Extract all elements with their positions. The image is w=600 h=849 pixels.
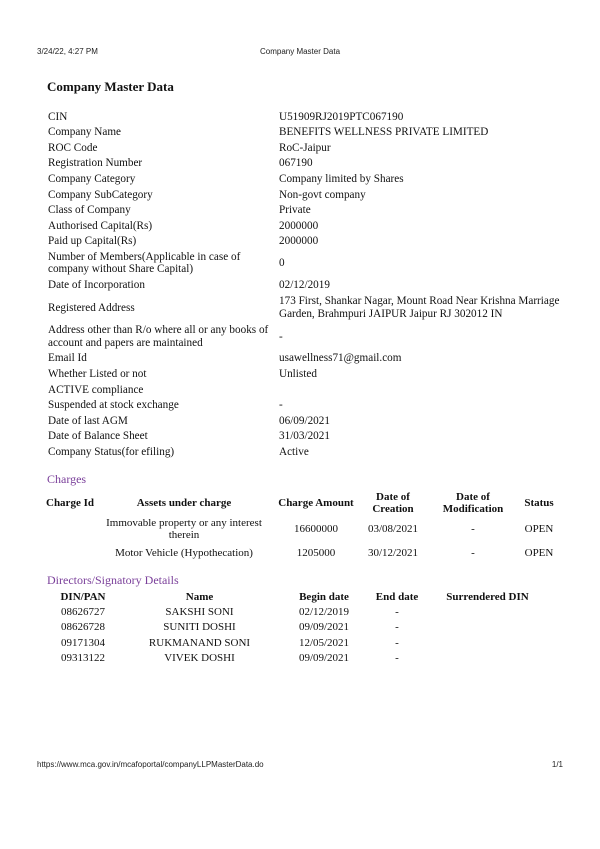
charge-amount-cell: 1205000 <box>296 547 336 559</box>
master-value: - <box>279 399 283 412</box>
master-label: ROC Code <box>48 141 98 154</box>
master-value: BENEFITS WELLNESS PRIVATE LIMITED <box>279 126 489 139</box>
directors-header-name: Name <box>185 590 214 603</box>
director-begin-date-cell: 09/09/2021 <box>298 621 350 634</box>
master-row-company-status <box>48 445 568 461</box>
master-label: Email Id <box>48 352 87 365</box>
charges-header-amount: Charge Amount <box>278 497 354 509</box>
master-label: Whether Listed or not <box>48 368 147 381</box>
master-label: Number of Members(Applicable in case of company without Share Capital) <box>48 250 241 276</box>
master-label: Address other than R/o where all or any books of account and papers are maintained <box>48 324 269 349</box>
master-label: ACTIVE compliance <box>48 383 144 396</box>
charges-header-charge-id: Charge Id <box>46 497 94 509</box>
print-url: https://www.mca.gov.in/mcafoportal/companyLLPMasterData.do <box>37 760 264 769</box>
master-label: Registration Number <box>48 157 143 170</box>
master-row-registered-address <box>48 293 568 323</box>
master-row-authorised-capital <box>48 218 568 234</box>
director-surrendered-din-cell <box>427 651 548 667</box>
master-row-company-subcategory <box>48 187 568 203</box>
master-row-whether-listed <box>48 367 568 383</box>
charges-header-assets: Assets under charge <box>136 497 232 509</box>
master-row-paid-up-capital <box>48 234 568 250</box>
master-row-company-category <box>48 171 568 187</box>
director-din-cell: 09171304 <box>61 636 105 649</box>
print-datetime: 3/24/22, 4:27 PM <box>37 47 98 56</box>
director-name-cell: RUKMANAND SONI <box>148 636 251 649</box>
charges-table <box>46 489 560 565</box>
charge-date-modification-cell: - <box>471 547 475 559</box>
master-row-last-agm <box>48 413 568 429</box>
master-value: Company limited by Shares <box>279 172 404 185</box>
print-page-number: 1/1 <box>551 760 563 769</box>
charge-id-cell <box>46 541 94 565</box>
directors-header-end-date: End date <box>375 590 419 603</box>
master-data-list <box>48 109 568 460</box>
master-label: Company Name <box>48 126 122 139</box>
director-name-cell: VIVEK DOSHI <box>164 652 235 665</box>
director-name-cell: SUNITI DOSHI <box>163 621 236 634</box>
master-value: 06/09/2021 <box>279 414 330 427</box>
master-row-other-address <box>48 323 568 351</box>
master-value: RoC-Jaipur <box>279 141 331 154</box>
director-din-cell: 09313122 <box>61 652 105 665</box>
master-row-registration-number <box>48 156 568 172</box>
master-value: 02/12/2019 <box>279 278 330 291</box>
charge-date-creation-cell: 30/12/2021 <box>367 547 419 559</box>
charge-date-creation-cell: 03/08/2021 <box>367 523 419 535</box>
master-row-suspended <box>48 398 568 414</box>
master-value: 2000000 <box>279 219 319 232</box>
master-label: Company Category <box>48 172 136 185</box>
directors-header-surrendered-din: Surrendered DIN <box>446 590 529 603</box>
master-label: Date of Incorporation <box>48 278 145 291</box>
master-label: CIN <box>48 110 68 123</box>
master-label: Registered Address <box>48 301 135 314</box>
charge-id-cell <box>46 517 94 541</box>
charges-header-status: Status <box>524 497 554 509</box>
master-value: - <box>279 330 283 343</box>
directors-header-row <box>48 589 548 604</box>
print-title: Company Master Data <box>259 47 341 56</box>
charge-status-cell: OPEN <box>524 523 554 535</box>
master-label: Paid up Capital(Rs) <box>48 235 137 248</box>
director-end-date-cell: - <box>395 621 399 634</box>
charge-assets-cell: Immovable property or any interest therein <box>106 517 262 541</box>
master-value: 31/03/2021 <box>279 430 330 443</box>
director-end-date-cell: - <box>395 652 399 665</box>
master-value: 2000000 <box>279 235 319 248</box>
table-row <box>48 620 548 636</box>
master-row-email-id <box>48 351 568 367</box>
director-end-date-cell: - <box>395 605 399 618</box>
directors-section-title: Directors/Signatory Details <box>47 573 179 587</box>
director-name-cell: SAKSHI SONI <box>165 605 234 618</box>
master-row-class-of-company <box>48 203 568 219</box>
master-row-number-of-members <box>48 249 568 277</box>
master-value: Private <box>279 204 311 217</box>
master-value: U51909RJ2019PTC067190 <box>279 110 404 123</box>
charges-header-date-creation: Date of Creation <box>372 491 414 515</box>
director-din-cell: 08626728 <box>61 621 105 634</box>
director-surrendered-din-cell <box>427 635 548 651</box>
master-row-balance-sheet <box>48 429 568 445</box>
master-value: 0 <box>279 257 285 270</box>
table-row <box>46 517 560 541</box>
master-label: Date of Balance Sheet <box>48 430 148 443</box>
master-label: Date of last AGM <box>48 414 128 427</box>
director-begin-date-cell: 12/05/2021 <box>298 636 350 649</box>
charges-header-row <box>46 489 560 517</box>
master-value: Non-govt company <box>279 188 366 201</box>
master-row-active-compliance <box>48 382 568 398</box>
master-value: 067190 <box>279 157 313 170</box>
master-value: 173 First, Shankar Nagar, Mount Road Near Krishna Marriage Garden, Brahmpuri JAIPUR Jaipur RJ 302012 IN <box>279 295 560 320</box>
master-label: Company Status(for efiling) <box>48 446 175 459</box>
master-label: Company SubCategory <box>48 188 153 201</box>
master-value: Active <box>279 446 309 459</box>
master-row-date-of-incorporation <box>48 277 568 293</box>
directors-header-begin-date: Begin date <box>299 590 349 603</box>
master-row-company-name <box>48 125 568 141</box>
master-value: usawellness71@gmail.com <box>279 352 402 365</box>
director-begin-date-cell: 09/09/2021 <box>298 652 350 665</box>
table-row <box>48 604 548 620</box>
master-label: Authorised Capital(Rs) <box>48 219 153 232</box>
charge-date-modification-cell: - <box>471 523 475 535</box>
table-row <box>48 651 548 667</box>
director-surrendered-din-cell <box>427 620 548 636</box>
directors-table <box>48 589 548 666</box>
directors-header-din: DIN/PAN <box>60 590 106 603</box>
master-label: Suspended at stock exchange <box>48 399 179 412</box>
director-begin-date-cell: 02/12/2019 <box>298 605 350 618</box>
page-title: Company Master Data <box>47 79 174 94</box>
table-row <box>48 635 548 651</box>
master-value: Unlisted <box>279 368 317 381</box>
master-label: Class of Company <box>48 204 131 217</box>
director-surrendered-din-cell <box>427 604 548 620</box>
master-row-cin <box>48 109 568 125</box>
director-din-cell: 08626727 <box>61 605 105 618</box>
charge-status-cell: OPEN <box>524 547 554 559</box>
director-end-date-cell: - <box>395 636 399 649</box>
charge-amount-cell: 16600000 <box>294 523 338 535</box>
charges-section-title: Charges <box>47 472 87 486</box>
charge-assets-cell: Motor Vehicle (Hypothecation) <box>115 547 253 559</box>
charges-header-date-modification: Date of Modification <box>442 491 504 515</box>
table-row <box>46 541 560 565</box>
master-row-roc-code <box>48 140 568 156</box>
